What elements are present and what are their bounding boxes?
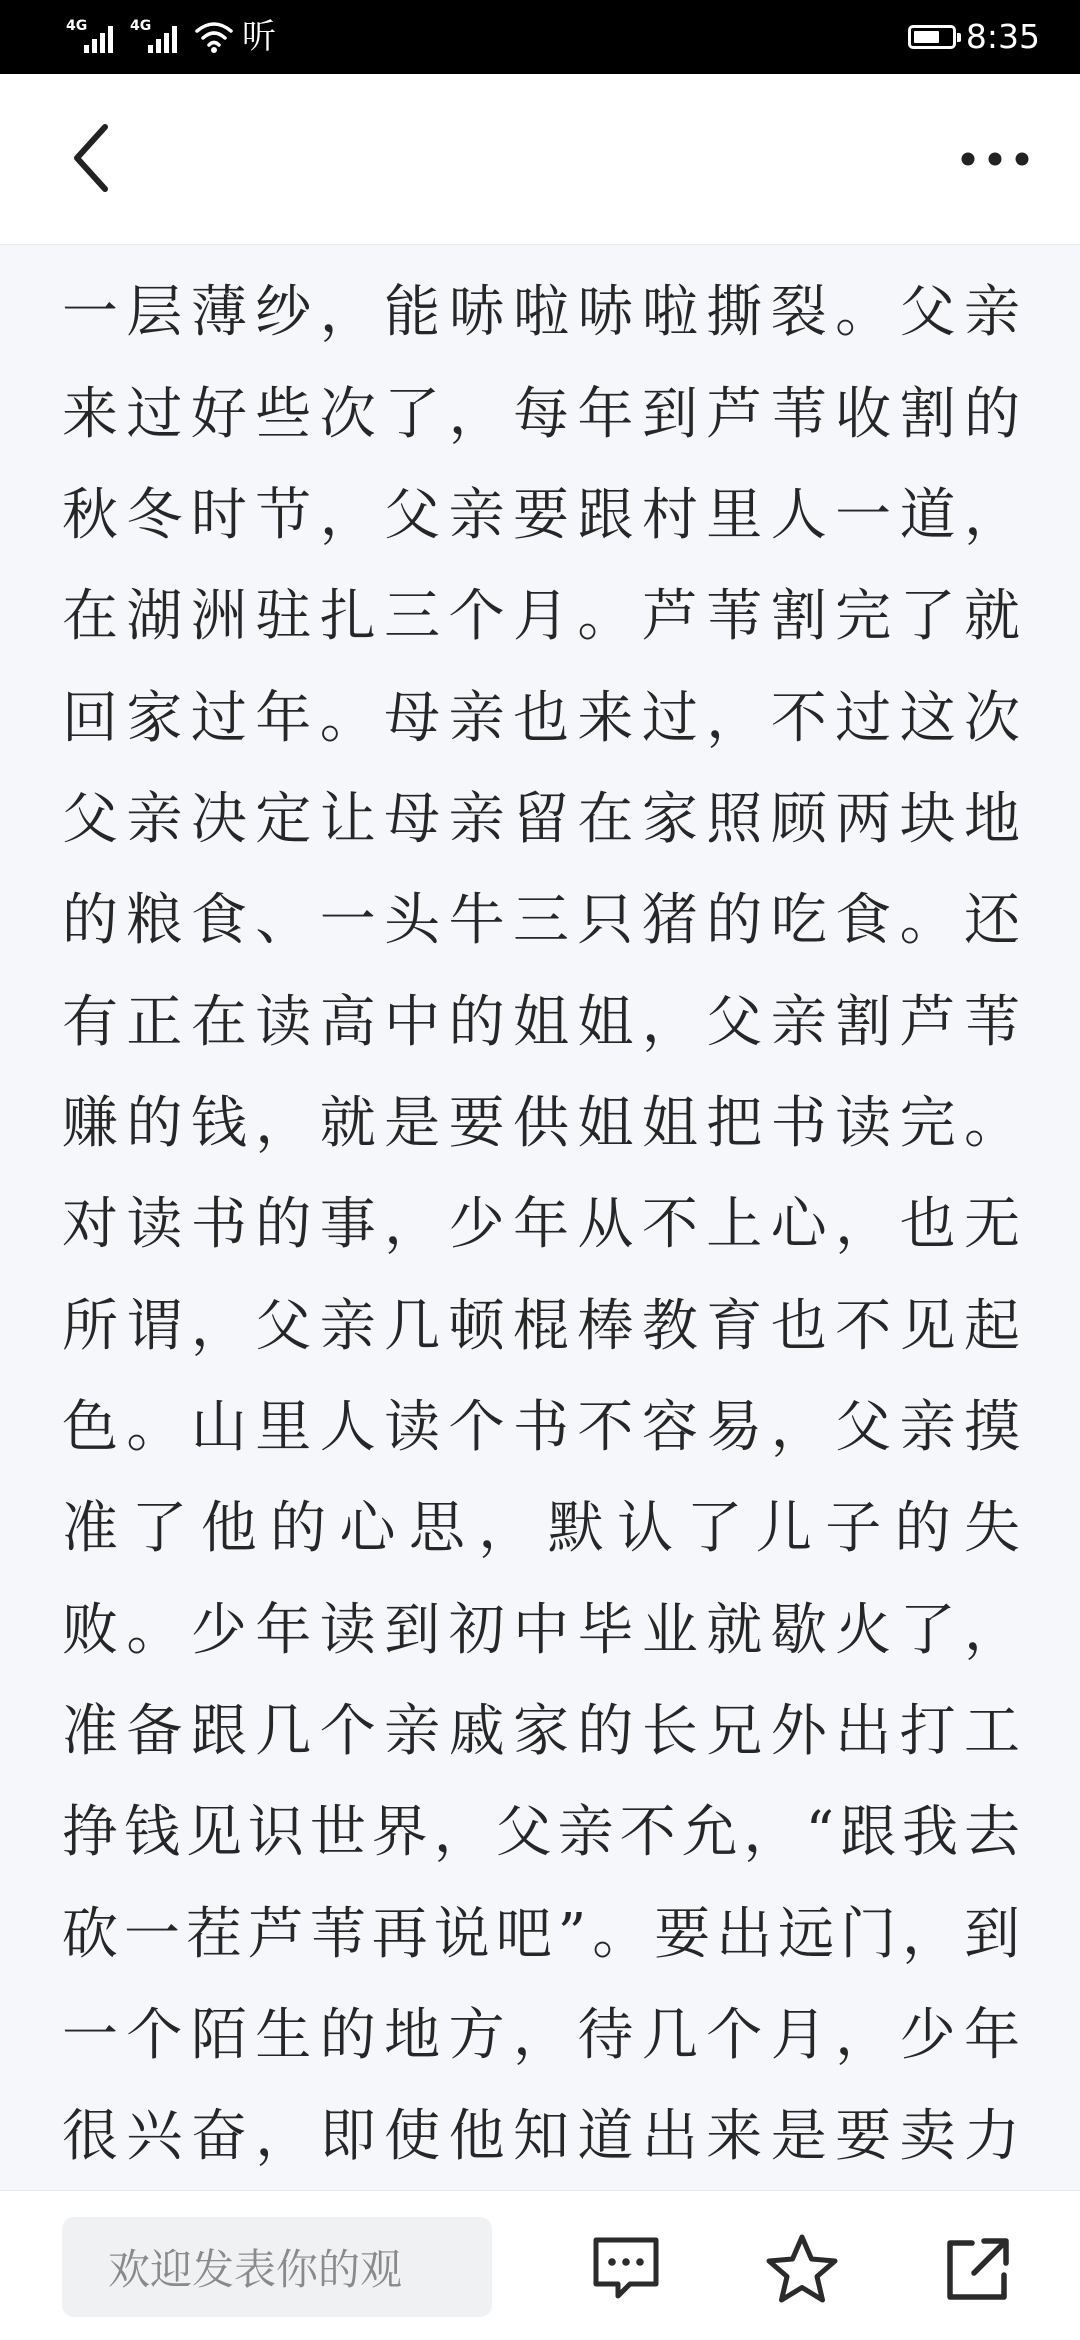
- battery-fill: [914, 31, 939, 43]
- app-header: [0, 74, 1080, 245]
- article-line: 一层薄纱，能哧啦哧啦撕裂。父亲: [62, 280, 1020, 345]
- status-time: 8:35: [965, 17, 1040, 56]
- wifi-icon: [194, 19, 234, 55]
- status-right: [908, 12, 1040, 62]
- article-line: 一个陌生的地方，待几个月，少年: [62, 2003, 1020, 2068]
- article-content: [0, 245, 1080, 2190]
- article-line: 有正在读高中的姐姐，父亲割芦苇: [62, 990, 1020, 1055]
- article-line: 准了他的心思，默认了儿子的失: [62, 1496, 1020, 1561]
- article-line: 色。山里人读个书不容易，父亲摸: [62, 1395, 1020, 1460]
- signal-1-icon: [66, 17, 124, 57]
- article-line: 父亲决定让母亲留在家照顾两块地: [62, 787, 1020, 852]
- star-icon: [764, 2232, 840, 2306]
- back-button[interactable]: [56, 118, 126, 198]
- more-horizontal-icon: [960, 151, 1030, 167]
- article-line: 败。少年读到初中毕业就歇火了，: [62, 1598, 1020, 1663]
- article-line: 所谓，父亲几顿棍棒教育也不见起: [62, 1294, 1020, 1359]
- article-line: 秋冬时节，父亲要跟村里人一道，: [62, 483, 1020, 548]
- signal-1-label: 4G: [66, 18, 88, 34]
- signal-2-label: 4G: [130, 18, 152, 34]
- status-left: [66, 12, 276, 62]
- article-line: 来过好些次了，每年到芦苇收割的: [62, 382, 1020, 447]
- chevron-left-icon: [69, 123, 113, 193]
- share-button[interactable]: [938, 2229, 1018, 2309]
- comment-input[interactable]: [62, 2217, 492, 2317]
- status-bar: [0, 0, 1080, 74]
- article-line: 赚的钱，就是要供姐姐把书读完。: [62, 1091, 1020, 1156]
- more-options-button[interactable]: [950, 124, 1040, 194]
- bottom-action-bar: [0, 2190, 1080, 2340]
- article-line: 的粮食、一头牛三只猪的吃食。还: [62, 888, 1020, 953]
- battery-icon: [908, 25, 956, 49]
- article-line: 砍一茬芦苇再说吧”。要出远门，到: [62, 1902, 1020, 1967]
- comment-icon: [590, 2234, 662, 2304]
- article-line: 很兴奋，即使他知道出来是要卖力: [62, 2104, 1020, 2169]
- article-line: 回家过年。母亲也来过，不过这次: [62, 686, 1020, 751]
- article-line: 在湖洲驻扎三个月。芦苇割完了就: [62, 584, 1020, 649]
- listen-indicator: 听: [242, 17, 276, 57]
- share-icon: [942, 2233, 1014, 2305]
- comment-placeholder: 欢迎发表你的观: [108, 2245, 403, 2294]
- favorite-button[interactable]: [762, 2229, 842, 2309]
- article-line: 对读书的事，少年从不上心，也无: [62, 1192, 1020, 1257]
- signal-2-icon: [130, 17, 188, 57]
- article-line: 准备跟几个亲戚家的长兄外出打工: [62, 1699, 1020, 1764]
- comment-button[interactable]: [586, 2229, 666, 2309]
- article-line: 挣钱见识世界，父亲不允，“跟我去: [62, 1800, 1020, 1865]
